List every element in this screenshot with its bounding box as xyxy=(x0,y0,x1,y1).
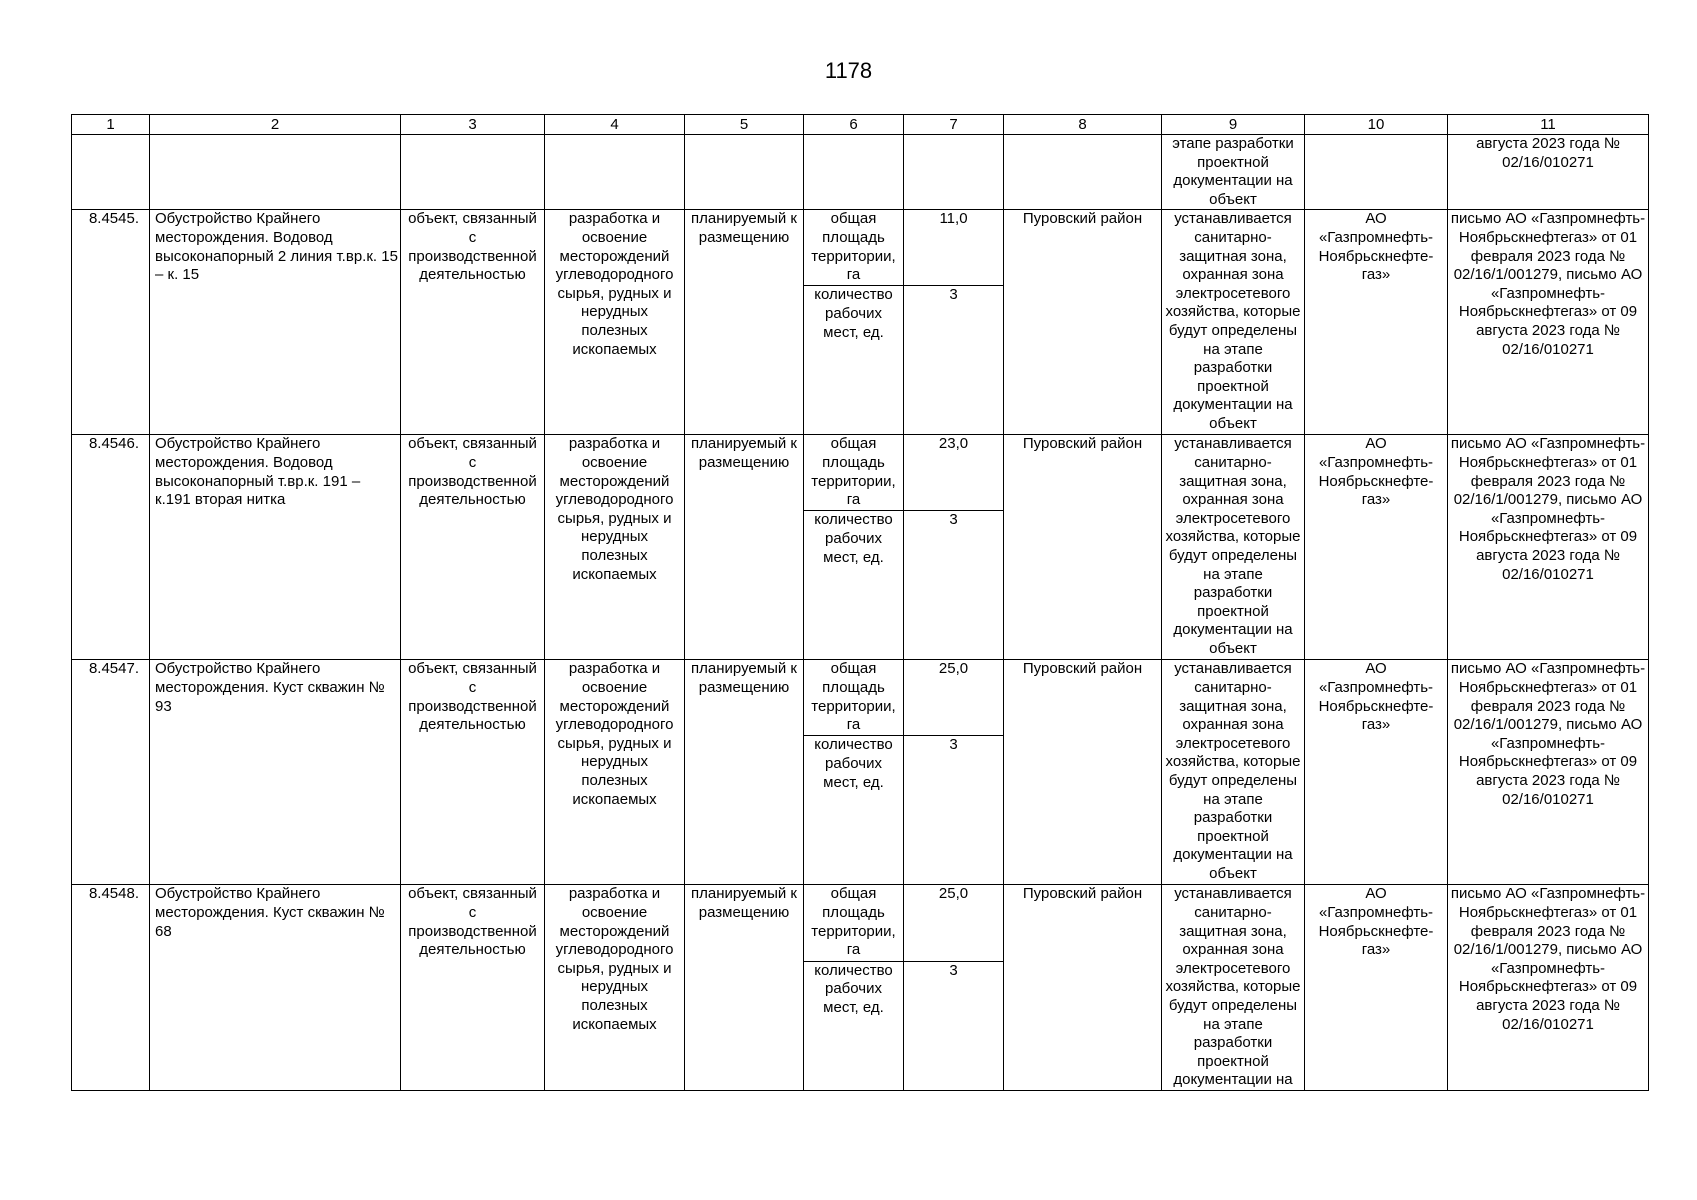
object-purpose: разработка и освоение месторождений углеводородного сырья, рудных и нерудных полезных ископаемых xyxy=(545,435,685,660)
object-type: объект, связанный с производственной деятельностью xyxy=(401,660,545,885)
owner: АО «Газпромнефть-Ноябрьскнефте-газ» xyxy=(1305,435,1448,660)
location: Пуровский район xyxy=(1004,435,1162,660)
column-header: 1 xyxy=(72,115,150,135)
column-header: 3 xyxy=(401,115,545,135)
zone-cell: устанавливается санитарно-защитная зона, охранная зона электросетевого хозяйства, которые будут определены на этапе разработки проектной документации на объект xyxy=(1162,660,1305,885)
object-status: планируемый к размещению xyxy=(685,435,804,660)
table-row xyxy=(72,435,1649,511)
column-header: 6 xyxy=(804,115,904,135)
location: Пуровский район xyxy=(1004,885,1162,1091)
column-header: 5 xyxy=(685,115,804,135)
column-header: 7 xyxy=(904,115,1004,135)
owner: АО «Газпромнефть-Ноябрьскнефте-газ» xyxy=(1305,210,1448,435)
owner: АО «Газпромнефть-Ноябрьскнефте-газ» xyxy=(1305,660,1448,885)
param-value: 25,0 xyxy=(904,885,1004,961)
zone-cell: устанавливается санитарно-защитная зона, охранная зона электросетевого хозяйства, которые будут определены на этапе разработки проектной документации на xyxy=(1162,885,1305,1091)
document-table xyxy=(71,114,1649,1091)
object-purpose: разработка и освоение месторождений углеводородного сырья, рудных и нерудных полезных ископаемых xyxy=(545,660,685,885)
param-label: количество рабочих мест, ед. xyxy=(804,961,904,1090)
param-value: 3 xyxy=(904,511,1004,660)
table-row xyxy=(72,885,1649,961)
param-value: 3 xyxy=(904,736,1004,885)
param-value: 11,0 xyxy=(904,210,1004,286)
location: Пуровский район xyxy=(1004,210,1162,435)
param-label: общая площадь территории, га xyxy=(804,660,904,736)
param-value: 3 xyxy=(904,286,1004,435)
param-value: 23,0 xyxy=(904,435,1004,511)
zone-cell: устанавливается санитарно-защитная зона, охранная зона электросетевого хозяйства, которые будут определены на этапе разработки проектной документации на объект xyxy=(1162,435,1305,660)
basis-cell: письмо АО «Газпромнефть-Ноябрьскнефтегаз» от 01 февраля 2023 года № 02/16/1/001279, письмо АО «Газпромнефть-Ноябрьскнефтегаз» от 09 августа 2023 года № 02/16/010271 xyxy=(1448,210,1649,435)
page-number: 1178 xyxy=(824,58,873,83)
owner: АО «Газпромнефть-Ноябрьскнефте-газ» xyxy=(1305,885,1448,1091)
object-name: Обустройство Крайнего месторождения. Водовод высоконапорный 2 линия т.вр.к. 15 – к. 15 xyxy=(150,210,401,435)
column-header: 2 xyxy=(150,115,401,135)
row-number: 8.4546. xyxy=(72,435,150,660)
column-header: 4 xyxy=(545,115,685,135)
basis-cell: письмо АО «Газпромнефть-Ноябрьскнефтегаз» от 01 февраля 2023 года № 02/16/1/001279, письмо АО «Газпромнефть-Ноябрьскнефтегаз» от 09 августа 2023 года № 02/16/010271 xyxy=(1448,885,1649,1091)
location: Пуровский район xyxy=(1004,660,1162,885)
object-type: объект, связанный с производственной деятельностью xyxy=(401,210,545,435)
object-status: планируемый к размещению xyxy=(685,660,804,885)
table-row xyxy=(72,660,1649,736)
object-status: планируемый к размещению xyxy=(685,885,804,1091)
param-label: количество рабочих мест, ед. xyxy=(804,511,904,660)
object-purpose: разработка и освоение месторождений углеводородного сырья, рудных и нерудных полезных ископаемых xyxy=(545,210,685,435)
param-label: количество рабочих мест, ед. xyxy=(804,736,904,885)
param-label: общая площадь территории, га xyxy=(804,885,904,961)
object-purpose: разработка и освоение месторождений углеводородного сырья, рудных и нерудных полезных ископаемых xyxy=(545,885,685,1091)
basis-cell: письмо АО «Газпромнефть-Ноябрьскнефтегаз» от 01 февраля 2023 года № 02/16/1/001279, письмо АО «Газпромнефть-Ноябрьскнефтегаз» от 09 августа 2023 года № 02/16/010271 xyxy=(1448,435,1649,660)
basis-cell: письмо АО «Газпромнефть-Ноябрьскнефтегаз» от 01 февраля 2023 года № 02/16/1/001279, письмо АО «Газпромнефть-Ноябрьскнефтегаз» от 09 августа 2023 года № 02/16/010271 xyxy=(1448,660,1649,885)
object-type: объект, связанный с производственной деятельностью xyxy=(401,435,545,660)
basis-cell: августа 2023 года № 02/16/010271 xyxy=(1448,135,1649,210)
object-type: объект, связанный с производственной деятельностью xyxy=(401,885,545,1091)
object-name: Обустройство Крайнего месторождения. Куст скважин № 68 xyxy=(150,885,401,1091)
param-value: 3 xyxy=(904,961,1004,1090)
param-label: общая площадь территории, га xyxy=(804,435,904,511)
row-number: 8.4547. xyxy=(72,660,150,885)
row-number: 8.4545. xyxy=(72,210,150,435)
row-number: 8.4548. xyxy=(72,885,150,1091)
param-label: общая площадь территории, га xyxy=(804,210,904,286)
object-name: Обустройство Крайнего месторождения. Водовод высоконапорный т.вр.к. 191 – к.191 вторая нитка xyxy=(150,435,401,660)
table-row xyxy=(72,210,1649,286)
object-status: планируемый к размещению xyxy=(685,210,804,435)
param-label: количество рабочих мест, ед. xyxy=(804,286,904,435)
zone-cell: этапе разработки проектной документации на объект xyxy=(1162,135,1305,210)
continuation-row xyxy=(72,135,1649,210)
zone-cell: устанавливается санитарно-защитная зона, охранная зона электросетевого хозяйства, которые будут определены на этапе разработки проектной документации на объект xyxy=(1162,210,1305,435)
object-name: Обустройство Крайнего месторождения. Куст скважин № 93 xyxy=(150,660,401,885)
header-row xyxy=(72,115,1649,135)
column-header: 11 xyxy=(1448,115,1649,135)
column-header: 10 xyxy=(1305,115,1448,135)
param-value: 25,0 xyxy=(904,660,1004,736)
column-header: 8 xyxy=(1004,115,1162,135)
column-header: 9 xyxy=(1162,115,1305,135)
